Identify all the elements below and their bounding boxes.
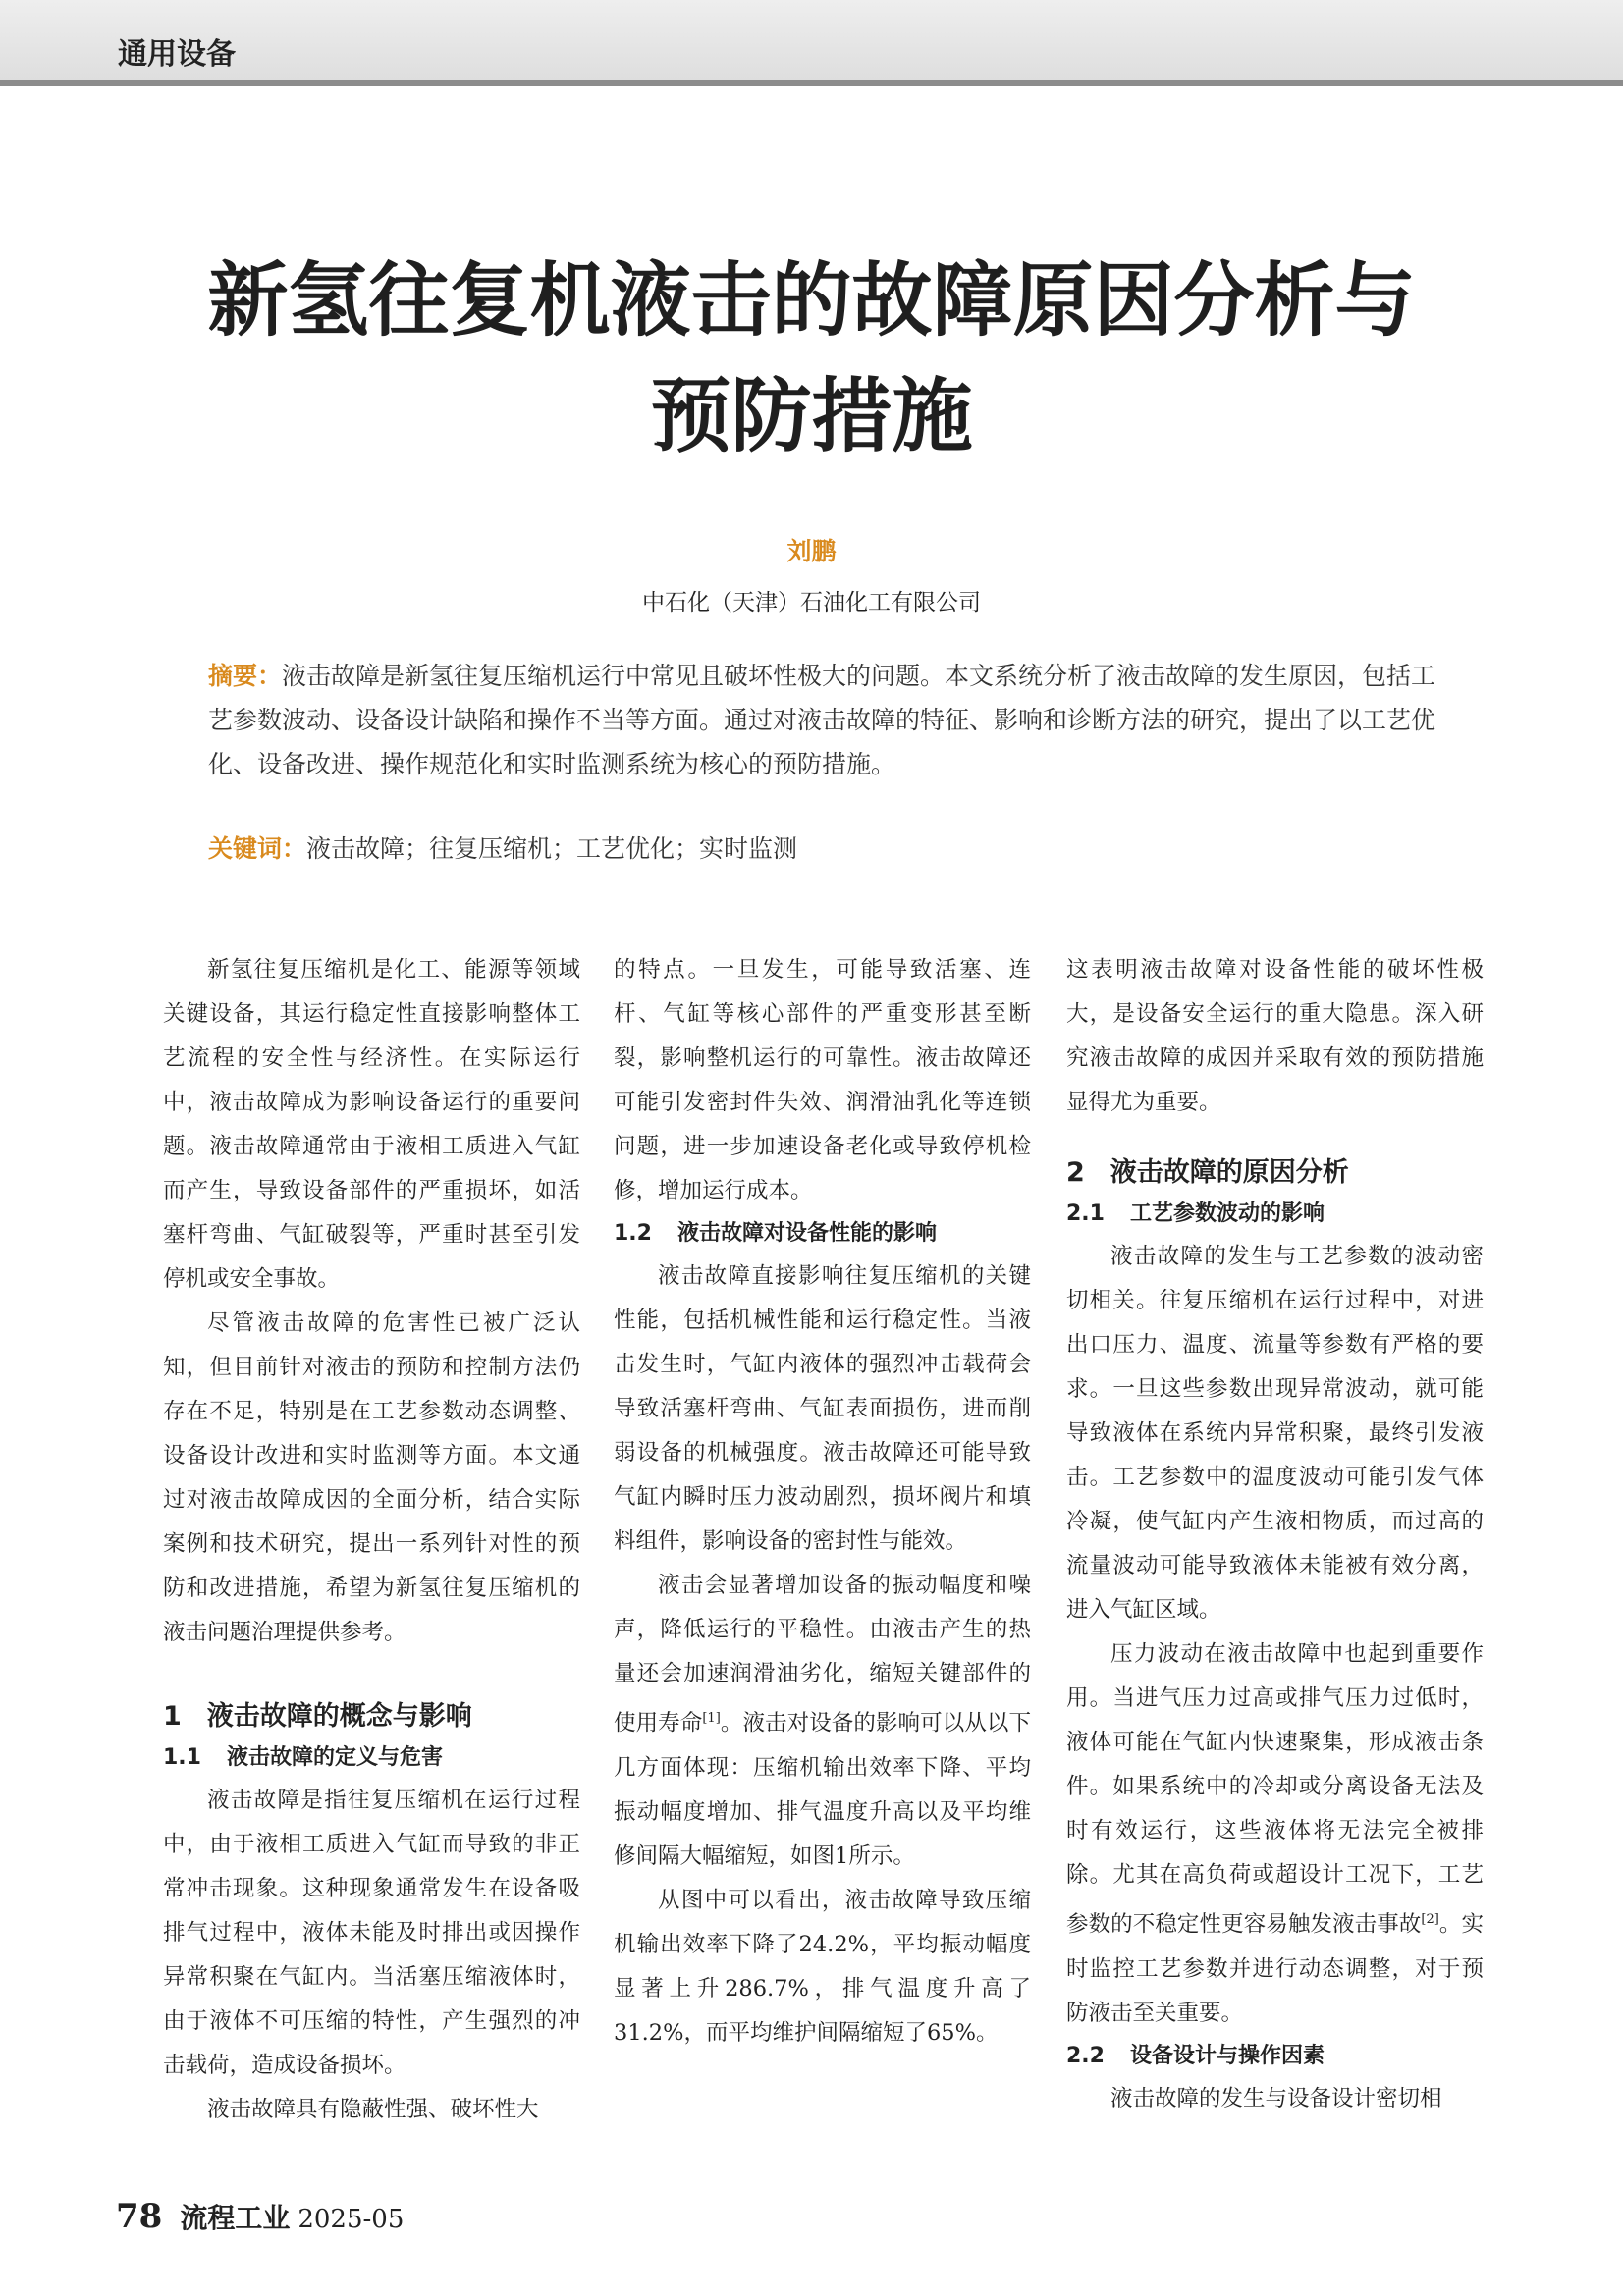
subsection-number: 2.1 bbox=[1066, 1201, 1105, 1226]
paragraph-text: 压力波动在液击故障中也起到重要作用。当进气压力过高或排气压力过低时，液体可能在气缸内快速聚集，形成液击条件。如果系统中的冷却或分离设备无法及时有效运行，这些液体将无法完全被排除。尤其在高负荷或超设计工况下，工艺参数的不稳定性更容易触发液击事故 bbox=[1066, 1641, 1484, 1938]
header-bar bbox=[0, 0, 1623, 86]
body-column-1 bbox=[163, 948, 580, 2132]
paragraph: 液击故障直接影响往复压缩机的关键性能，包括机械性能和运行稳定性。当液击发生时，气缸内液体的强烈冲击载荷会导致活塞杆弯曲、气缸表面损伤，进而削弱设备的机械强度。液击故障还可能导致气缸内瞬时压力波动剧烈，损坏阀片和填料组件，影响设备的密封性与能效。 bbox=[614, 1263, 1031, 1554]
paragraph: 液击故障的发生与工艺参数的波动密切相关。往复压缩机在运行过程中，对进出口压力、温度、流量等参数有严格的要求。一旦这些参数出现异常波动，就可能导致液体在系统内异常积聚，最终引发液击。工艺参数中的温度波动可能引发气体冷凝，使气缸内产生液相物质，而过高的流量波动可能导致液体未能被有效分离，进入气缸区域。 bbox=[1066, 1244, 1484, 1623]
author: 刘鹏 bbox=[786, 537, 837, 565]
subsection-title: 液击故障的定义与危害 bbox=[226, 1745, 443, 1770]
paragraph-text: 。实时监控工艺参数并进行动态调整，对于预防液击至关重要。 bbox=[1066, 1911, 1484, 2026]
subsection-number: 1.1 bbox=[163, 1745, 201, 1770]
paragraph-text: 。液击对设备的影响可以从以下几方面体现：压缩机输出效率下降、平均振动幅度增加、排气温度升高以及平均维修间隔大幅缩短，如图1所示。 bbox=[614, 1710, 1031, 1869]
article-title bbox=[118, 243, 1505, 475]
subsection-title: 设备设计与操作因素 bbox=[1129, 2043, 1325, 2068]
paragraph: 液击故障具有隐蔽性强、破坏性大 bbox=[207, 2097, 539, 2122]
subsection-heading-2-2 bbox=[1066, 2036, 1484, 2077]
issue-date: 2025-05 bbox=[298, 2205, 405, 2234]
subsection-title: 液击故障对设备性能的影响 bbox=[676, 1221, 937, 1246]
section-label: 通用设备 bbox=[118, 37, 236, 72]
journal-name: 流程工业 bbox=[180, 2202, 291, 2234]
subsection-number: 1.2 bbox=[614, 1221, 652, 1246]
body-column-2 bbox=[614, 948, 1031, 2056]
section-heading-1 bbox=[163, 1696, 580, 1737]
section-heading-2 bbox=[1066, 1152, 1484, 1194]
abstract-label: 摘要： bbox=[208, 662, 283, 690]
keywords-label: 关键词： bbox=[208, 834, 307, 863]
title-line-1: 新氢往复机液击的故障原因分析与 bbox=[207, 254, 1416, 347]
title-line-2: 预防措施 bbox=[650, 370, 973, 463]
paragraph: 液击故障是指往复压缩机在运行过程中，由于液相工质进入气缸而导致的非正常冲击现象。这种现象通常发生在设备吸排气过程中，液体未能及时排出或因操作异常积聚在气缸内。当活塞压缩液体时，由于液体不可压缩的特性，产生强烈的冲击载荷，造成设备损坏。 bbox=[163, 1788, 580, 2078]
section-title: 液击故障的概念与影响 bbox=[206, 1701, 472, 1732]
abstract-text: 液击故障是新氢往复压缩机运行中常见且破坏性极大的问题。本文系统分析了液击故障的发生原因，包括工艺参数波动、设备设计缺陷和操作不当等方面。通过对液击故障的特征、影响和诊断方法的研究，提出了以工艺优化、设备改进、操作规范化和实时监测系统为核心的预防措施。 bbox=[208, 662, 1436, 778]
paragraph bbox=[1066, 1632, 1484, 2036]
section-number: 2 bbox=[1066, 1157, 1085, 1188]
paragraph: 新氢往复压缩机是化工、能源等领域关键设备，其运行稳定性直接影响整体工艺流程的安全性与经济性。在实际运行中，液击故障成为影响设备运行的重要问题。液击故障通常由于液相工质进入气缸而产生，导致设备部件的严重损坏，如活塞杆弯曲、气缸破裂等，严重时甚至引发停机或安全事故。 bbox=[163, 957, 580, 1292]
paragraph: 这表明液击故障对设备性能的破坏性极大，是设备安全运行的重大隐患。深入研究液击故障的成因并采取有效的预防措施显得尤为重要。 bbox=[1066, 957, 1484, 1115]
subsection-number: 2.2 bbox=[1066, 2043, 1105, 2068]
subsection-title: 工艺参数波动的影响 bbox=[1129, 1201, 1325, 1226]
subsection-heading-2-1 bbox=[1066, 1194, 1484, 1235]
paragraph bbox=[614, 1564, 1031, 1879]
citation-ref: [2] bbox=[1421, 1912, 1439, 1927]
paragraph: 液击故障的发生与设备设计密切相 bbox=[1110, 2085, 1442, 2111]
page-number: 78 bbox=[116, 2197, 163, 2236]
paragraph: 的特点。一旦发生，可能导致活塞、连杆、气缸等核心部件的严重变形甚至断裂，影响整机运行的可靠性。液击故障还可能引发密封件失效、润滑油乳化等连锁问题，进一步加速设备老化或导致停机检修，增加运行成本。 bbox=[614, 957, 1031, 1203]
keywords-text: 液击故障；往复压缩机；工艺优化；实时监测 bbox=[306, 834, 798, 863]
paragraph: 尽管液击故障的危害性已被广泛认知，但目前针对液击的预防和控制方法仍存在不足，特别是在工艺参数动态调整、设备设计改进和实时监测等方面。本文通过对液击故障成因的全面分析，结合实际案例和技术研究，提出一系列针对性的预防和改进措施，希望为新氢往复压缩机的液击问题治理提供参考。 bbox=[163, 1310, 580, 1645]
affiliation: 中石化（天津）石油化工有限公司 bbox=[642, 590, 981, 615]
section-title: 液击故障的原因分析 bbox=[1109, 1157, 1349, 1188]
citation-ref: [1] bbox=[702, 1711, 721, 1726]
abstract bbox=[208, 654, 1455, 786]
keywords bbox=[208, 827, 1455, 871]
body-column-3 bbox=[1066, 948, 1484, 2121]
subsection-heading-1-2 bbox=[614, 1213, 1031, 1255]
page-footer bbox=[116, 2197, 404, 2236]
subsection-heading-1-1 bbox=[163, 1737, 580, 1779]
paragraph-text: 液击会显著增加设备的振动幅度和噪声，降低运行的平稳性。由液击产生的热量还会加速润滑油劣化，缩短关键部件的使用寿命 bbox=[614, 1573, 1031, 1736]
section-number: 1 bbox=[163, 1701, 182, 1732]
paragraph: 从图中可以看出，液击故障导致压缩机输出效率下降了24.2%，平均振动幅度显著上升286.7%，排气温度升高了31.2%，而平均维护间隔缩短了65%。 bbox=[614, 1887, 1031, 2046]
